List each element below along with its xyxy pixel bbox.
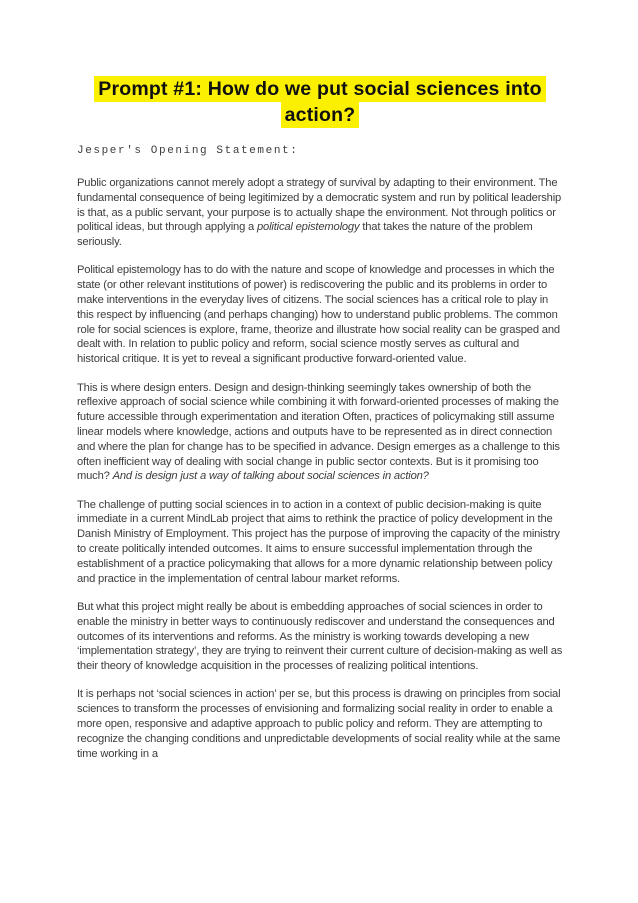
paragraph-segment: The challenge of putting social sciences in to action in a context of public decision-making is quite immediate in a current MindLab project that aims to rethink the practice of policy development in the Danish Ministry of Employment. This project has the purpose of improving the capacity of the ministry to create politically intended outcomes. It aims to ensure successful implementation through the establishment of a practice policymaking that allows for a more dynamic relationship between policy and practice in the implementation of central labour market reforms. <box>77 498 560 585</box>
paragraph-segment: that takes the nature of the problem seriously. <box>77 221 533 249</box>
paragraph-segment: But what this project might really be about is embedding approaches of social sciences in order to enable the ministry in better ways to continuously rediscover and understand the consequences and outcomes of its interventions and reforms. As the ministry is working towards developing a new ‘implementation strategy’, they are trying to reinvent their current culture of decision-making as well as their theory of knowledge acquisition in the processes of realizing political intentions. <box>77 600 563 673</box>
paragraph-segment: Political epistemology has to do with the nature and scope of knowledge and processes in which the state (or other relevant institutions of power) is rediscovering the public and its problems in order to make interventions in the everyday lives of citizens. The social sciences has a critical role to play in this respect by influencing (and perhaps changing) how to understand public problems. The common role for social sciences is explore, frame, theorize and illustrate how social reality can be grasped and dealt with. In relation to public policy and reform, social science mostly serves as cultural and historical critique. It is yet to reveal a significant productive forward-oriented value. <box>77 264 560 366</box>
page-title <box>77 76 563 128</box>
paragraph-italic-segment: And is design just a way of talking about social sciences in action? <box>112 470 429 483</box>
paragraph <box>77 498 563 587</box>
paragraph <box>77 176 563 250</box>
paragraph <box>77 381 563 485</box>
paragraph-segment: It is perhaps not ‘social sciences in action’ per se, but this process is drawing on principles from social sciences to transform the processes of envisioning and formalizing social reality in order to enable a more open, responsive and adaptive approach to public policy and reform. They are attempting to recognize the changing conditions and unpredictable developments of social reality while at the same time working in a <box>77 688 561 760</box>
opening-statement-label: Jesper's Opening Statement: <box>77 145 299 157</box>
paragraph <box>77 263 563 367</box>
paragraph <box>77 600 563 674</box>
paragraph <box>77 687 563 761</box>
body-text <box>77 176 563 761</box>
paragraph-segment: Public organizations cannot merely adopt a strategy of survival by adapting to their environment. The fundamental consequence of being legitimized by a democratic system and run by political leadership is that, as a public servant, your purpose is to actually shape the environment. Not through politics or political ideas, but through applying a <box>77 177 562 234</box>
paragraph-italic-segment: political epistemology <box>257 221 360 234</box>
title-highlight: Prompt #1: How do we put social sciences into action? <box>94 76 546 128</box>
paragraph-segment: This is where design enters. Design and design-thinking seemingly takes ownership of both the reflexive approach of social science while combining it with forward-oriented processes of making the future accessible through experimentation and iteration Often, practices of policymaking still assume linear models where knowledge, actions and outputs have to be represented as in direct connection and where the plan for change has to be specified in advance. Design emerges as a challenge to this often inefficient way of dealing with social change in public sector contexts. But is it promising too much? <box>77 381 560 483</box>
